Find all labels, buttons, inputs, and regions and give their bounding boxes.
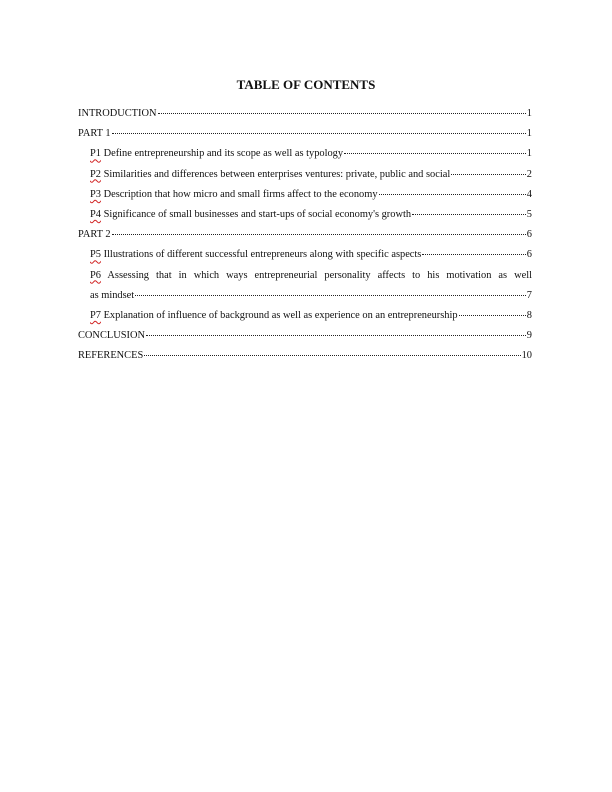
section-code: P4 <box>90 208 101 220</box>
toc-page-number: 1 <box>526 108 532 119</box>
toc-page-number: 7 <box>526 289 532 301</box>
toc-page-number: 4 <box>526 188 532 200</box>
dot-leader <box>158 113 526 114</box>
toc-page-number: 10 <box>521 350 532 362</box>
toc-entry-part-1[interactable] <box>78 124 532 144</box>
toc-list <box>78 104 532 366</box>
toc-entry-label: INTRODUCTION <box>78 108 157 119</box>
dot-leader <box>344 153 526 154</box>
toc-entry-introduction[interactable] <box>78 104 532 124</box>
section-code: P6 <box>90 269 101 281</box>
toc-page-number: 2 <box>526 168 532 180</box>
dot-leader <box>146 335 526 336</box>
section-code: P2 <box>90 168 101 180</box>
toc-title: TABLE OF CONTENTS <box>236 77 376 92</box>
toc-entry-label <box>90 245 421 265</box>
toc-entry-label: PART 1 <box>78 128 111 140</box>
toc-entry-conclusion[interactable] <box>78 326 532 346</box>
dot-leader <box>144 355 520 356</box>
section-code: P3 <box>90 188 101 200</box>
dot-leader <box>135 295 526 296</box>
toc-entry-p4[interactable] <box>90 205 532 225</box>
section-text: Define entrepreneurship and its scope as well as typology <box>100 148 344 160</box>
section-code: P1 <box>90 148 101 160</box>
toc-page-number: 9 <box>526 330 532 342</box>
toc-entry-label: CONCLUSION <box>78 330 145 342</box>
dot-leader <box>451 174 526 175</box>
toc-page-number: 6 <box>526 229 532 241</box>
toc-entry-p6[interactable] <box>90 266 532 306</box>
toc-entry-p7[interactable] <box>90 306 532 326</box>
toc-entry-label <box>90 205 411 225</box>
section-text: Assessing that in which ways entrepreneurial personality affects to his motivation as well <box>100 269 532 281</box>
dot-leader <box>459 315 526 316</box>
section-text-continued: as mindset <box>90 289 135 301</box>
toc-page-number: 6 <box>526 249 532 261</box>
toc-entry-label <box>90 266 532 286</box>
toc-entry-label <box>90 165 450 185</box>
section-text: Significance of small businesses and start-ups of social economy's growth <box>100 208 412 220</box>
dot-leader <box>379 194 526 195</box>
section-text: Explanation of influence of background as well as experience on an entrepreneurship <box>100 309 458 321</box>
section-code: P5 <box>90 249 101 261</box>
dot-leader <box>422 254 525 255</box>
section-code: P7 <box>90 309 101 321</box>
toc-page-number: 1 <box>526 128 532 140</box>
toc-entry-label: REFERENCES <box>78 350 144 362</box>
toc-entry-p1[interactable] <box>90 144 532 164</box>
toc-page-number: 5 <box>526 208 532 220</box>
toc-entry-label <box>90 185 378 205</box>
dot-leader <box>112 234 526 235</box>
toc-entry-label <box>90 306 458 326</box>
toc-entry-references[interactable] <box>78 346 532 366</box>
toc-entry-p3[interactable] <box>90 185 532 205</box>
section-text: Description that how micro and small firms affect to the economy <box>100 188 378 200</box>
toc-entry-label <box>90 144 343 164</box>
toc-entry-label: PART 2 <box>78 229 111 241</box>
section-text: Illustrations of different successful entrepreneurs along with specific aspects <box>100 249 422 261</box>
section-text: Similarities and differences between enterprises ventures: private, public and social <box>100 168 451 180</box>
toc-entry-part-2[interactable] <box>78 225 532 245</box>
dot-leader <box>112 133 526 134</box>
toc-entry-p2[interactable] <box>90 165 532 185</box>
toc-entry-p5[interactable] <box>90 245 532 265</box>
toc-page-number: 1 <box>526 148 532 160</box>
dot-leader <box>412 214 526 215</box>
toc-page-number: 8 <box>526 309 532 321</box>
